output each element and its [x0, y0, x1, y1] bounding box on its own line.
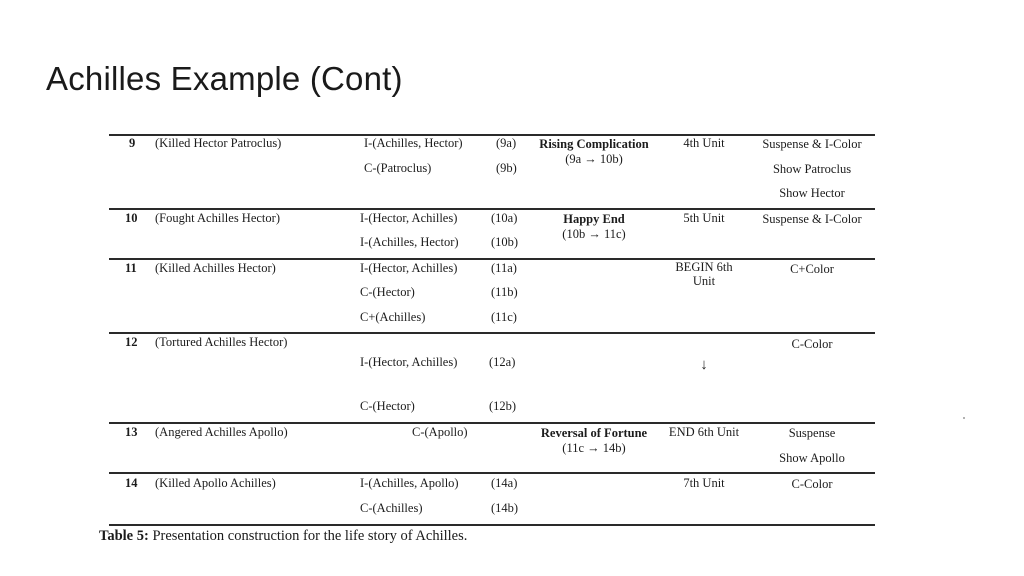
table-rule	[109, 422, 875, 424]
proposition-label: (11b)	[491, 285, 518, 299]
presentation-note: Suspense & I-Color	[762, 212, 862, 226]
proposition-label: (11a)	[491, 261, 517, 275]
proposition: C-(Hector)	[360, 399, 415, 413]
proposition-label: (12b)	[489, 399, 517, 413]
complication-type: Rising Complication	[539, 137, 649, 151]
proposition: I-(Achilles, Apollo)	[360, 476, 459, 490]
presentation-note: Show Hector	[779, 186, 845, 200]
table-rule	[109, 332, 875, 334]
proposition: I-(Hector, Achilles)	[360, 211, 458, 225]
arrow-down-icon: ↓	[700, 357, 708, 373]
row-number: 13	[125, 425, 138, 439]
presentation-note: Suspense & I-Color	[762, 137, 862, 151]
row-number: 10	[125, 211, 138, 225]
proposition-label: (14b)	[491, 501, 519, 515]
complication-range: (10b → 11c)	[562, 227, 626, 241]
table-rule	[109, 208, 875, 210]
proposition: C-(Achilles)	[360, 501, 423, 515]
table-rule	[109, 472, 875, 474]
presentation-note: C+Color	[790, 262, 834, 276]
scan-speck	[963, 417, 965, 419]
unit-label: BEGIN 6th Unit	[675, 260, 733, 288]
row-number: 11	[125, 261, 137, 275]
unit-label: 5th Unit	[683, 211, 725, 225]
proposition-label: (10b)	[491, 235, 519, 249]
presentation-note: C-Color	[791, 477, 833, 491]
proposition: C-(Apollo)	[412, 425, 468, 439]
presentation-note: Suspense	[788, 426, 836, 440]
complication-range: (9a → 10b)	[565, 152, 623, 166]
row-number: 9	[129, 136, 136, 150]
row-event: (Fought Achilles Hector)	[155, 211, 280, 225]
proposition-label: (14a)	[491, 476, 518, 490]
presentation-note: Show Patroclus	[772, 162, 852, 176]
complication-type: Reversal of Fortune	[540, 426, 648, 440]
row-number: 14	[125, 476, 138, 490]
proposition: I-(Hector, Achilles)	[360, 261, 458, 275]
table-rule	[109, 258, 875, 260]
table-caption-text: Presentation construction for the life story of Achilles.	[148, 528, 468, 544]
table-caption-label: Table 5:	[99, 528, 149, 544]
row-number: 12	[125, 335, 138, 349]
proposition-label: (9b)	[496, 161, 517, 175]
presentation-table	[98, 126, 878, 556]
proposition-label: (10a)	[491, 211, 518, 225]
unit-label: END 6th Unit	[668, 425, 740, 439]
proposition: I-(Achilles, Hector)	[364, 136, 463, 150]
proposition-label: (12a)	[489, 355, 516, 369]
table-caption	[99, 528, 467, 545]
proposition: C-(Hector)	[360, 285, 415, 299]
unit-label: 4th Unit	[683, 136, 725, 150]
proposition-label: (11c)	[491, 310, 517, 324]
complication-range: (11c → 14b)	[562, 441, 626, 455]
row-event: (Killed Achilles Hector)	[155, 261, 276, 275]
proposition: C+(Achilles)	[360, 310, 426, 324]
proposition: I-(Achilles, Hector)	[360, 235, 459, 249]
slide-title: Achilles Example (Cont)	[46, 60, 403, 97]
row-event: (Killed Hector Patroclus)	[155, 136, 282, 150]
presentation-note: C-Color	[791, 337, 833, 351]
proposition: C-(Patroclus)	[364, 161, 432, 175]
table-rule	[109, 524, 875, 526]
unit-label: 7th Unit	[683, 476, 725, 490]
row-event: (Killed Apollo Achilles)	[155, 476, 276, 490]
row-event: (Tortured Achilles Hector)	[155, 335, 288, 349]
proposition-label: (9a)	[496, 136, 517, 150]
complication-type: Happy End	[563, 212, 625, 226]
row-event: (Angered Achilles Apollo)	[155, 425, 288, 439]
proposition: I-(Hector, Achilles)	[360, 355, 458, 369]
presentation-note: Show Apollo	[779, 451, 845, 465]
